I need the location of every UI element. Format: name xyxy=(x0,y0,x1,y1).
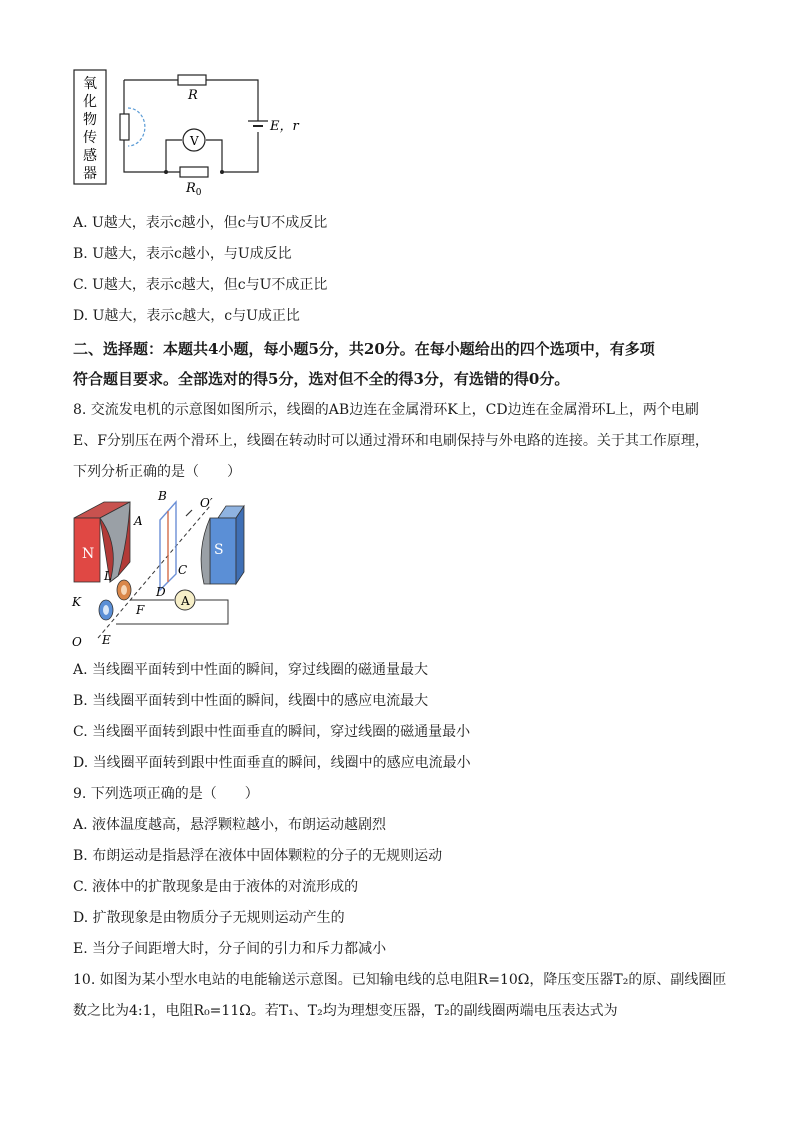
magnet-n-label: N xyxy=(82,546,95,562)
junction-dot xyxy=(164,170,168,174)
junction-dot xyxy=(220,170,224,174)
sensor-char: 器 xyxy=(83,166,97,182)
q7-option-c: C. U越大，表示c越大，但c与U不成正比 xyxy=(73,277,328,293)
q7-option-a: A. U越大，表示c越小，但c与U不成反比 xyxy=(73,215,328,231)
q9-option-a: A. 液体温度越高，悬浮颗粒越小，布朗运动越剧烈 xyxy=(73,817,387,833)
label-a: A xyxy=(134,514,143,528)
magnet-s-pole-face xyxy=(201,518,210,584)
magnet-s-side xyxy=(236,506,244,584)
q8-option-a: A. 当线圈平面转到中性面的瞬间，穿过线圈的磁通量最大 xyxy=(73,662,429,678)
slip-ring-l-inner xyxy=(121,585,127,595)
q9-stem: 9. 下列选项正确的是（ ） xyxy=(73,786,259,802)
q10-stem-line1: 10. 如图为某小型水电站的电能输送示意图。已知输电线的总电阻R=10Ω，降压变压器T₂的原、副线圈匝 xyxy=(73,972,727,988)
label-c: C xyxy=(178,563,188,577)
q9-option-d: D. 扩散现象是由物质分子无规则运动产生的 xyxy=(73,910,345,926)
sensor-char: 感 xyxy=(83,148,97,164)
q7-option-d: D. U越大，表示c越大，c与U成正比 xyxy=(73,308,300,324)
label-l: L xyxy=(104,569,112,583)
generator-diagram xyxy=(68,488,258,650)
sensor-dashed-arc xyxy=(128,108,145,146)
sensor-char: 氧 xyxy=(83,76,97,92)
section-heading-line1: 二、选择题：本题共4小题，每小题5分，共20分。在每小题给出的四个选项中，有多项 xyxy=(73,340,655,358)
label-e: E xyxy=(102,633,111,647)
q9-option-c: C. 液体中的扩散现象是由于液体的对流形成的 xyxy=(73,879,359,895)
r0-main: R xyxy=(186,181,196,196)
label-o-prime: O′ xyxy=(200,496,213,510)
magnet-s-label: S xyxy=(214,542,224,558)
label-d: D xyxy=(156,585,166,599)
circuit-diagram xyxy=(70,66,310,200)
q7-option-b: B. U越大，表示c越小，与U成反比 xyxy=(73,246,292,262)
external-circuit-wire xyxy=(116,600,228,624)
sensor-char: 传 xyxy=(83,130,97,146)
slip-ring-k-inner xyxy=(103,605,109,615)
resistor-r xyxy=(178,75,206,85)
q8-stem-line3: 下列分析正确的是（ ） xyxy=(73,464,241,480)
q10-stem-line2: 数之比为4:1，电阻R₀=11Ω。若T₁、T₂均为理想变压器，T₂的副线圈两端电压表达式为 xyxy=(73,1003,618,1019)
q8-stem-line2: E、F分别压在两个滑环上，线圈在转动时可以通过滑环和电刷保持与外电路的连接。关于其工作原理， xyxy=(73,433,709,449)
label-b: B xyxy=(158,489,167,503)
q9-option-b: B. 布朗运动是指悬浮在液体中固体颗粒的分子的无规则运动 xyxy=(73,848,443,864)
sensor-char: 化 xyxy=(83,94,97,110)
q9-option-e: E. 当分子间距增大时，分子间的引力和斥力都减小 xyxy=(73,941,387,957)
label-o: O xyxy=(72,635,82,649)
q8-option-b: B. 当线圈平面转到中性面的瞬间，线圈中的感应电流最大 xyxy=(73,693,429,709)
rotation-arrow xyxy=(186,510,192,516)
ammeter-label: A xyxy=(181,594,190,608)
battery-label: E，r xyxy=(270,119,299,134)
r0-sub: 0 xyxy=(195,188,202,198)
resistor-r0-label xyxy=(185,181,202,198)
label-f: F xyxy=(136,603,145,617)
section-heading-line2: 符合题目要求。全部选对的得5分，选对但不全的得3分，有选错的得0分。 xyxy=(73,370,570,388)
voltmeter-label: V xyxy=(190,134,199,148)
label-k: K xyxy=(72,595,81,609)
q8-option-d: D. 当线圈平面转到跟中性面垂直的瞬间，线圈中的感应电流最小 xyxy=(73,755,471,771)
q8-option-c: C. 当线圈平面转到跟中性面垂直的瞬间，穿过线圈的磁通量最小 xyxy=(73,724,471,740)
resistor-r-label: R xyxy=(188,88,198,103)
resistor-r0 xyxy=(180,167,208,177)
sensor-element xyxy=(120,114,129,140)
sensor-char: 物 xyxy=(83,112,97,128)
q8-stem-line1: 8. 交流发电机的示意图如图所示，线圈的AB边连在金属滑环K上，CD边连在金属滑环L上，两个电刷 xyxy=(73,402,699,418)
